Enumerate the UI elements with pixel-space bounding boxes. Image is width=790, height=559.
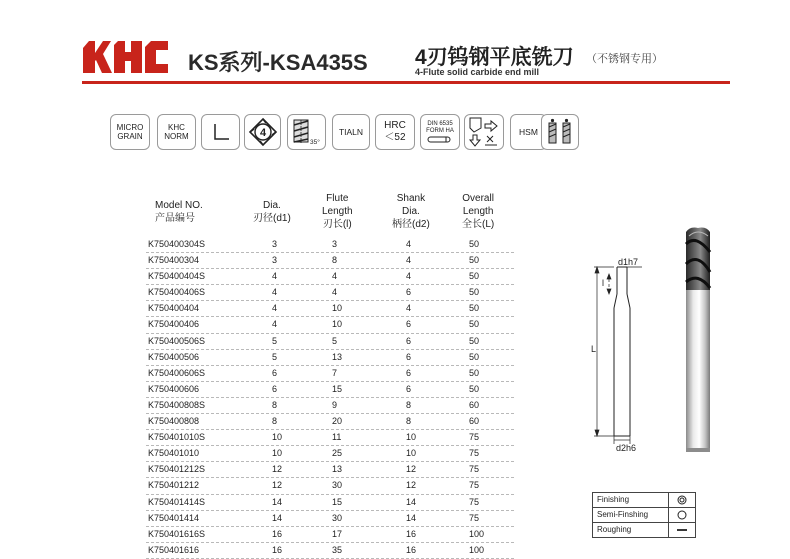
cell-shank: 10 bbox=[406, 448, 417, 459]
header-oal bbox=[462, 192, 494, 231]
tialn-badge bbox=[332, 114, 370, 150]
end-mill-drawing bbox=[578, 222, 718, 462]
cell-oal: 50 bbox=[469, 287, 480, 298]
cell-shank: 12 bbox=[406, 464, 417, 475]
coolant-icon bbox=[545, 117, 575, 147]
cell-oal: 75 bbox=[469, 496, 480, 507]
cell-flute: 17 bbox=[332, 528, 343, 539]
cell-flute: 9 bbox=[332, 399, 338, 410]
cell-dia: 4 bbox=[272, 319, 278, 330]
cell-dia: 3 bbox=[272, 255, 278, 266]
cell-model: K750400404S bbox=[148, 271, 206, 282]
cell-oal: 60 bbox=[469, 416, 480, 427]
cell-model: K750401616 bbox=[148, 544, 200, 555]
product-note-cn: （不锈钢专用） bbox=[586, 53, 663, 65]
table-row bbox=[146, 527, 514, 543]
cell-flute: 4 bbox=[332, 271, 338, 282]
cell-shank: 16 bbox=[406, 544, 417, 555]
table-row bbox=[146, 495, 514, 511]
table-row bbox=[146, 382, 514, 398]
cell-oal: 50 bbox=[469, 319, 480, 330]
header-dia bbox=[253, 199, 291, 225]
cell-flute: 3 bbox=[332, 239, 338, 249]
header-shank-en2: Dia. bbox=[402, 206, 420, 217]
cell-shank: 12 bbox=[406, 480, 417, 491]
cell-model: K750400406S bbox=[148, 287, 206, 298]
cell-flute: 10 bbox=[332, 319, 343, 330]
cell-oal: 100 bbox=[469, 544, 485, 555]
table-row bbox=[146, 414, 514, 430]
cell-model: K750400606 bbox=[148, 383, 200, 394]
helix-icon bbox=[290, 117, 324, 147]
cell-flute: 35 bbox=[332, 544, 343, 555]
cell-flute: 25 bbox=[332, 448, 343, 459]
cell-model: K750400606S bbox=[148, 367, 206, 378]
khc-norm-badge bbox=[157, 114, 196, 150]
cell-shank: 4 bbox=[406, 255, 412, 266]
header-oal-en2: Length bbox=[462, 206, 494, 217]
cell-shank: 8 bbox=[406, 416, 412, 427]
cell-flute: 13 bbox=[332, 464, 343, 475]
flat-end-badge bbox=[201, 114, 240, 150]
cell-model: K750401212 bbox=[148, 480, 200, 491]
cell-oal: 50 bbox=[469, 335, 480, 346]
cell-oal: 75 bbox=[469, 512, 480, 523]
milling-direction-icon bbox=[467, 116, 501, 148]
legend-finishing bbox=[593, 493, 695, 508]
cell-oal: 50 bbox=[469, 303, 480, 314]
legend-roughing bbox=[593, 523, 695, 537]
coolant-badge bbox=[541, 114, 579, 150]
cell-oal: 50 bbox=[469, 351, 480, 362]
cell-oal: 50 bbox=[469, 367, 480, 378]
flute-length-label: l bbox=[602, 278, 604, 288]
product-title-en: 4-Flute solid carbide end mill bbox=[415, 67, 540, 77]
cell-oal: 100 bbox=[469, 528, 485, 539]
four-flute-icon bbox=[248, 117, 278, 147]
cell-shank: 6 bbox=[406, 335, 412, 346]
header-shank-cn: 柄径(d2) bbox=[392, 219, 430, 230]
hrc-text: HRC ＜52 bbox=[384, 120, 406, 143]
cell-dia: 5 bbox=[272, 335, 278, 346]
khc-norm-text: KHC NORM bbox=[164, 123, 189, 141]
header-model-cn: 产品编号 bbox=[155, 213, 195, 224]
cell-model: K750401010S bbox=[148, 432, 206, 443]
header-model-en: Model NO. bbox=[155, 200, 203, 211]
micro-grain-badge bbox=[110, 114, 150, 150]
header-oal-cn: 全长(L) bbox=[462, 219, 495, 230]
d1-label: d1h7 bbox=[618, 257, 639, 267]
cell-dia: 12 bbox=[272, 480, 283, 491]
four-flute-label: 4 bbox=[259, 127, 266, 139]
cell-shank: 4 bbox=[406, 239, 412, 249]
d2-label: d2h6 bbox=[616, 443, 637, 453]
header-model bbox=[155, 199, 203, 225]
header-shank bbox=[392, 192, 430, 231]
cell-dia: 12 bbox=[272, 464, 283, 475]
cell-shank: 6 bbox=[406, 319, 412, 330]
cell-shank: 8 bbox=[406, 399, 412, 410]
machining-legend bbox=[592, 492, 696, 538]
cell-shank: 6 bbox=[406, 287, 412, 298]
header-flute-en2: Length bbox=[322, 206, 353, 217]
khc-logo bbox=[83, 39, 168, 73]
legend-semi-finishing bbox=[593, 508, 695, 523]
table-row bbox=[146, 334, 514, 350]
cell-flute: 13 bbox=[332, 351, 343, 362]
cell-oal: 50 bbox=[469, 239, 480, 249]
cell-shank: 6 bbox=[406, 367, 412, 378]
legend-semi-finishing-label: Semi-Finshing bbox=[597, 510, 649, 519]
cell-model: K750400304S bbox=[148, 239, 206, 249]
cell-dia: 16 bbox=[272, 544, 283, 555]
cell-dia: 4 bbox=[272, 303, 278, 314]
table-row bbox=[146, 543, 514, 559]
cell-model: K750400406 bbox=[148, 319, 200, 330]
cell-dia: 10 bbox=[272, 448, 283, 459]
din-badge bbox=[420, 114, 460, 150]
cell-shank: 6 bbox=[406, 351, 412, 362]
cell-model: K750400808 bbox=[148, 416, 200, 427]
din-text: DIN 6535 FORM HA bbox=[426, 120, 454, 134]
cell-model: K750401010 bbox=[148, 448, 200, 459]
header-shank-en1: Shank bbox=[396, 193, 426, 204]
cell-flute: 30 bbox=[332, 480, 343, 491]
header-dia-en: Dia. bbox=[263, 200, 281, 211]
helix-angle-label: 35° bbox=[309, 139, 320, 146]
cell-flute: 8 bbox=[332, 255, 338, 266]
cell-oal: 60 bbox=[469, 399, 480, 410]
cell-shank: 4 bbox=[406, 271, 412, 282]
cell-dia: 6 bbox=[272, 383, 278, 394]
cell-shank: 10 bbox=[406, 432, 417, 443]
cell-dia: 3 bbox=[272, 239, 278, 249]
cell-dia: 16 bbox=[272, 528, 283, 539]
cell-flute: 4 bbox=[332, 287, 338, 298]
cell-model: K750401212S bbox=[148, 464, 206, 475]
cell-oal: 75 bbox=[469, 432, 480, 443]
table-row bbox=[146, 317, 514, 333]
cell-dia: 4 bbox=[272, 271, 278, 282]
cell-oal: 75 bbox=[469, 448, 480, 459]
table-row bbox=[146, 285, 514, 301]
header-flute bbox=[322, 192, 353, 231]
dash-icon bbox=[676, 527, 688, 533]
cell-flute: 10 bbox=[332, 303, 343, 314]
table-row bbox=[146, 301, 514, 317]
cell-flute: 11 bbox=[332, 432, 342, 443]
cell-shank: 14 bbox=[406, 496, 417, 507]
overall-length-label: L bbox=[591, 344, 597, 354]
table-row bbox=[146, 398, 514, 414]
cell-dia: 14 bbox=[272, 512, 283, 523]
cell-model: K750401616S bbox=[148, 528, 206, 539]
cell-flute: 30 bbox=[332, 512, 343, 523]
micro-grain-text: MICRO GRAIN bbox=[116, 123, 144, 141]
cell-model: K750400304 bbox=[148, 255, 200, 266]
table-row bbox=[146, 350, 514, 366]
cell-dia: 14 bbox=[272, 496, 283, 507]
cell-oal: 75 bbox=[469, 480, 480, 491]
hsm-text: HSM bbox=[519, 126, 538, 137]
cell-oal: 50 bbox=[469, 383, 480, 394]
hrc-badge bbox=[375, 114, 415, 150]
cell-oal: 50 bbox=[469, 255, 480, 266]
legend-roughing-label: Roughing bbox=[597, 525, 632, 534]
header-flute-en1: Flute bbox=[326, 193, 349, 204]
four-flute-badge bbox=[244, 114, 281, 150]
header-divider bbox=[82, 81, 730, 84]
product-table bbox=[146, 237, 514, 559]
cell-model: K750401414S bbox=[148, 496, 206, 507]
cell-model: K750401414 bbox=[148, 512, 200, 523]
cell-flute: 15 bbox=[332, 496, 343, 507]
header-dia-cn: 刃径(d1) bbox=[253, 213, 291, 224]
cell-dia: 8 bbox=[272, 416, 278, 427]
double-circle-icon bbox=[677, 495, 687, 505]
legend-finishing-label: Finishing bbox=[597, 495, 630, 504]
cell-dia: 8 bbox=[272, 399, 278, 410]
header-oal-en1: Overall bbox=[462, 193, 494, 204]
cell-shank: 14 bbox=[406, 512, 417, 523]
cell-flute: 15 bbox=[332, 383, 343, 394]
header-flute-cn: 刃长(l) bbox=[322, 219, 352, 230]
shank-icon bbox=[426, 135, 454, 144]
cell-oal: 75 bbox=[469, 464, 480, 475]
cell-dia: 6 bbox=[272, 367, 278, 378]
cell-shank: 4 bbox=[406, 303, 412, 314]
circle-icon bbox=[677, 510, 687, 520]
cell-shank: 16 bbox=[406, 528, 417, 539]
cell-dia: 5 bbox=[272, 351, 278, 362]
cell-model: K750400506S bbox=[148, 335, 206, 346]
table-row bbox=[146, 237, 514, 253]
cell-flute: 7 bbox=[332, 367, 338, 378]
table-row bbox=[146, 430, 514, 446]
dimension-lines bbox=[594, 267, 642, 444]
table-row bbox=[146, 253, 514, 269]
cell-model: K750400506 bbox=[148, 351, 200, 362]
table-row bbox=[146, 478, 514, 494]
tool-schematic bbox=[614, 267, 630, 436]
end-mill-photo bbox=[686, 228, 710, 453]
product-title-cn: 4刃钨钢平底铣刀 bbox=[415, 46, 574, 69]
table-row bbox=[146, 511, 514, 527]
cell-model: K750400808S bbox=[148, 399, 206, 410]
cell-model: K750400404 bbox=[148, 303, 200, 314]
cell-oal: 50 bbox=[469, 271, 480, 282]
table-row bbox=[146, 462, 514, 478]
tialn-text: TIALN bbox=[338, 126, 364, 137]
table-row bbox=[146, 366, 514, 382]
cell-flute: 5 bbox=[332, 335, 338, 346]
table-row bbox=[146, 446, 514, 462]
cell-shank: 6 bbox=[406, 383, 412, 394]
table-row bbox=[146, 269, 514, 285]
series-title: KS系列-KSA435S bbox=[188, 50, 368, 75]
milling-direction-badge bbox=[464, 114, 504, 150]
cell-dia: 4 bbox=[272, 287, 278, 298]
helix-35-badge bbox=[287, 114, 326, 150]
cell-flute: 20 bbox=[332, 416, 343, 427]
cell-dia: 10 bbox=[272, 432, 283, 443]
flat-end-icon bbox=[211, 122, 231, 142]
